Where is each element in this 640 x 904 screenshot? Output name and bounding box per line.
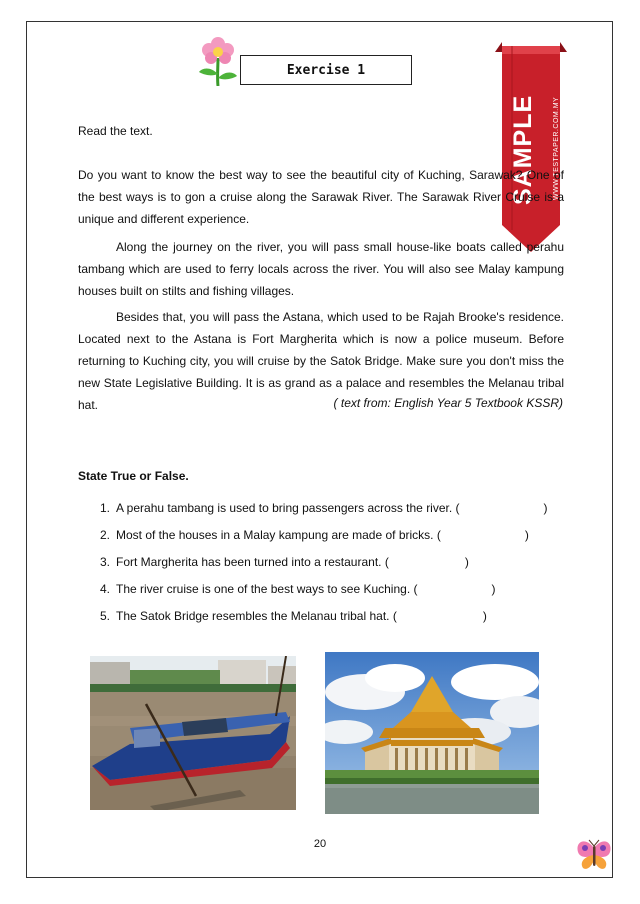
question-close: ) [491, 582, 496, 596]
question-text: Most of the houses in a Malay kampung are made of bricks. ( [116, 528, 441, 542]
question-item [78, 497, 548, 524]
instruction: Read the text. [78, 124, 153, 138]
answer-blank[interactable] [460, 497, 544, 524]
question-close: ) [543, 501, 548, 515]
question-number: 2. [99, 528, 110, 542]
question-text: A perahu tambang is used to bring passengers across the river. ( [116, 501, 460, 515]
paragraph-3: Besides that, you will pass the Astana, which used to be Rajah Brooke's residence. Located next to the Astana is Fort Margherita which is now a police museum. Before returning to Kuching city, you will cruise by the Satok Bridge. Make sure you don't miss the new State Legislative Building. It is as grand as a palace and resembles the Melanau tribal hat. [78, 310, 564, 412]
question-close: ) [464, 555, 469, 569]
question-item [78, 578, 548, 605]
text-credit: ( text from: English Year 5 Textbook KSSR) [333, 396, 563, 410]
answer-blank[interactable] [417, 578, 491, 605]
answer-blank[interactable] [389, 551, 465, 578]
watermark-url: WWW.TESTPAPER.COM.MY [553, 96, 560, 200]
question-number: 3. [99, 555, 110, 569]
paragraph-2: Along the journey on the river, you will pass small house-like boats called perahu tambang which are used to ferry locals across the river. You will also see Malay kampung houses built on stilts and fishing villages. [78, 240, 564, 298]
exercise-title: Exercise 1 [240, 55, 412, 85]
question-item [78, 605, 548, 632]
page-number: 20 [313, 838, 327, 850]
paragraph-1: Do you want to know the best way to see the beautiful city of Kuching, Sarawak? One of the best ways is to gon a cruise along the Sarawak River. The Sarawak River Cruise is a unique and different experience. [78, 168, 564, 226]
question-number: 1. [99, 501, 110, 515]
question-number: 4. [99, 582, 110, 596]
question-list [78, 497, 548, 632]
legislative-building-photo [325, 652, 539, 814]
question-item [78, 551, 548, 578]
answer-blank[interactable] [441, 524, 525, 551]
question-close: ) [482, 609, 487, 623]
question-item [78, 524, 548, 551]
exercise-heading: State True or False. [78, 469, 189, 483]
butterfly-icon [575, 838, 613, 872]
question-text: The Satok Bridge resembles the Melanau tribal hat. ( [116, 609, 397, 623]
boat-photo [90, 656, 296, 810]
question-text: Fort Margherita has been turned into a restaurant. ( [116, 555, 389, 569]
question-text: The river cruise is one of the best ways to see Kuching. ( [116, 582, 418, 596]
answer-blank[interactable] [397, 605, 483, 632]
question-close: ) [524, 528, 529, 542]
question-number: 5. [99, 609, 110, 623]
flower-icon [196, 36, 240, 86]
sample-watermark: SAMPLE [509, 94, 537, 205]
